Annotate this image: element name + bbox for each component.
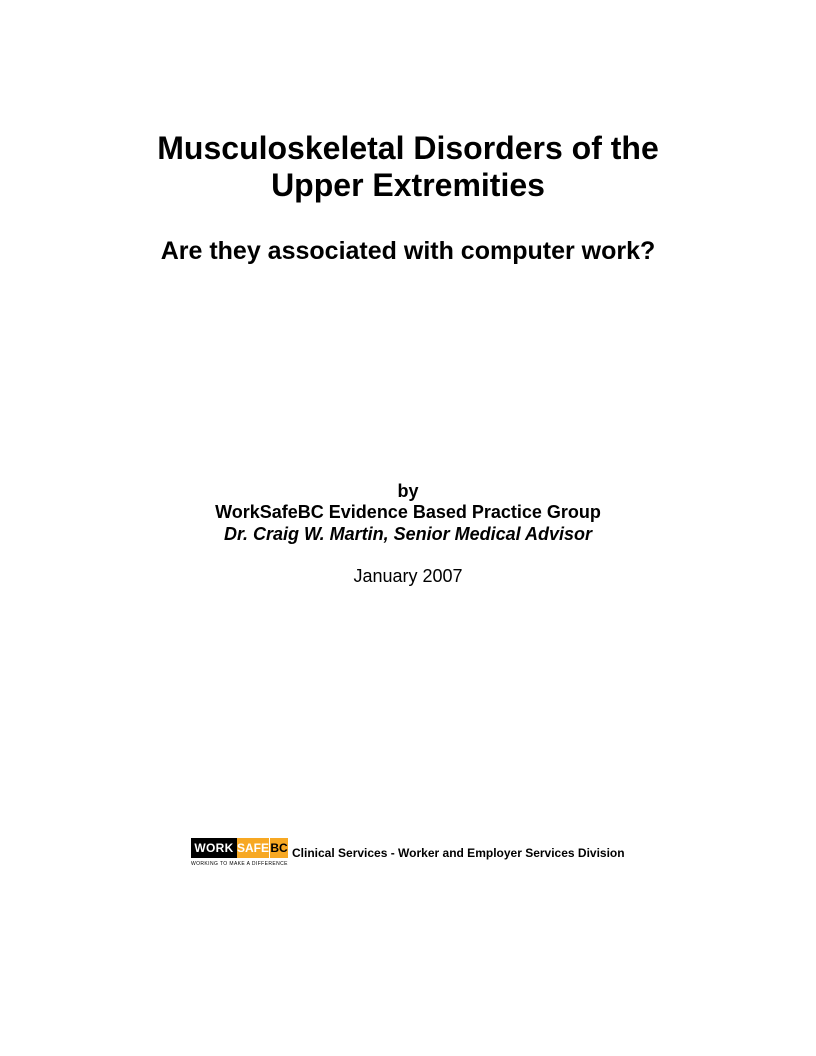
document-title-line2: Upper Extremities (271, 167, 545, 203)
worksafebc-logo (191, 838, 288, 868)
author-name: Dr. Craig W. Martin, Senior Medical Advisor (223, 524, 593, 544)
logo-safe-text: SAFE (237, 838, 269, 858)
logo-tagline: WORKING TO MAKE A DIFFERENCE (191, 861, 288, 867)
division-name: Clinical Services - Worker and Employer Services Division (292, 846, 625, 860)
author-group: WorkSafeBC Evidence Based Practice Group (215, 502, 601, 522)
byline-by: by (397, 481, 419, 501)
logo-wordmark (191, 838, 288, 858)
document-title-line1: Musculoskeletal Disorders of the (157, 130, 659, 166)
document-subtitle: Are they associated with computer work? (160, 237, 656, 265)
logo-work-text: WORK (191, 838, 237, 858)
publication-date: January 2007 (353, 566, 463, 586)
logo-bc-text: BC (269, 838, 288, 858)
footer (191, 838, 625, 868)
